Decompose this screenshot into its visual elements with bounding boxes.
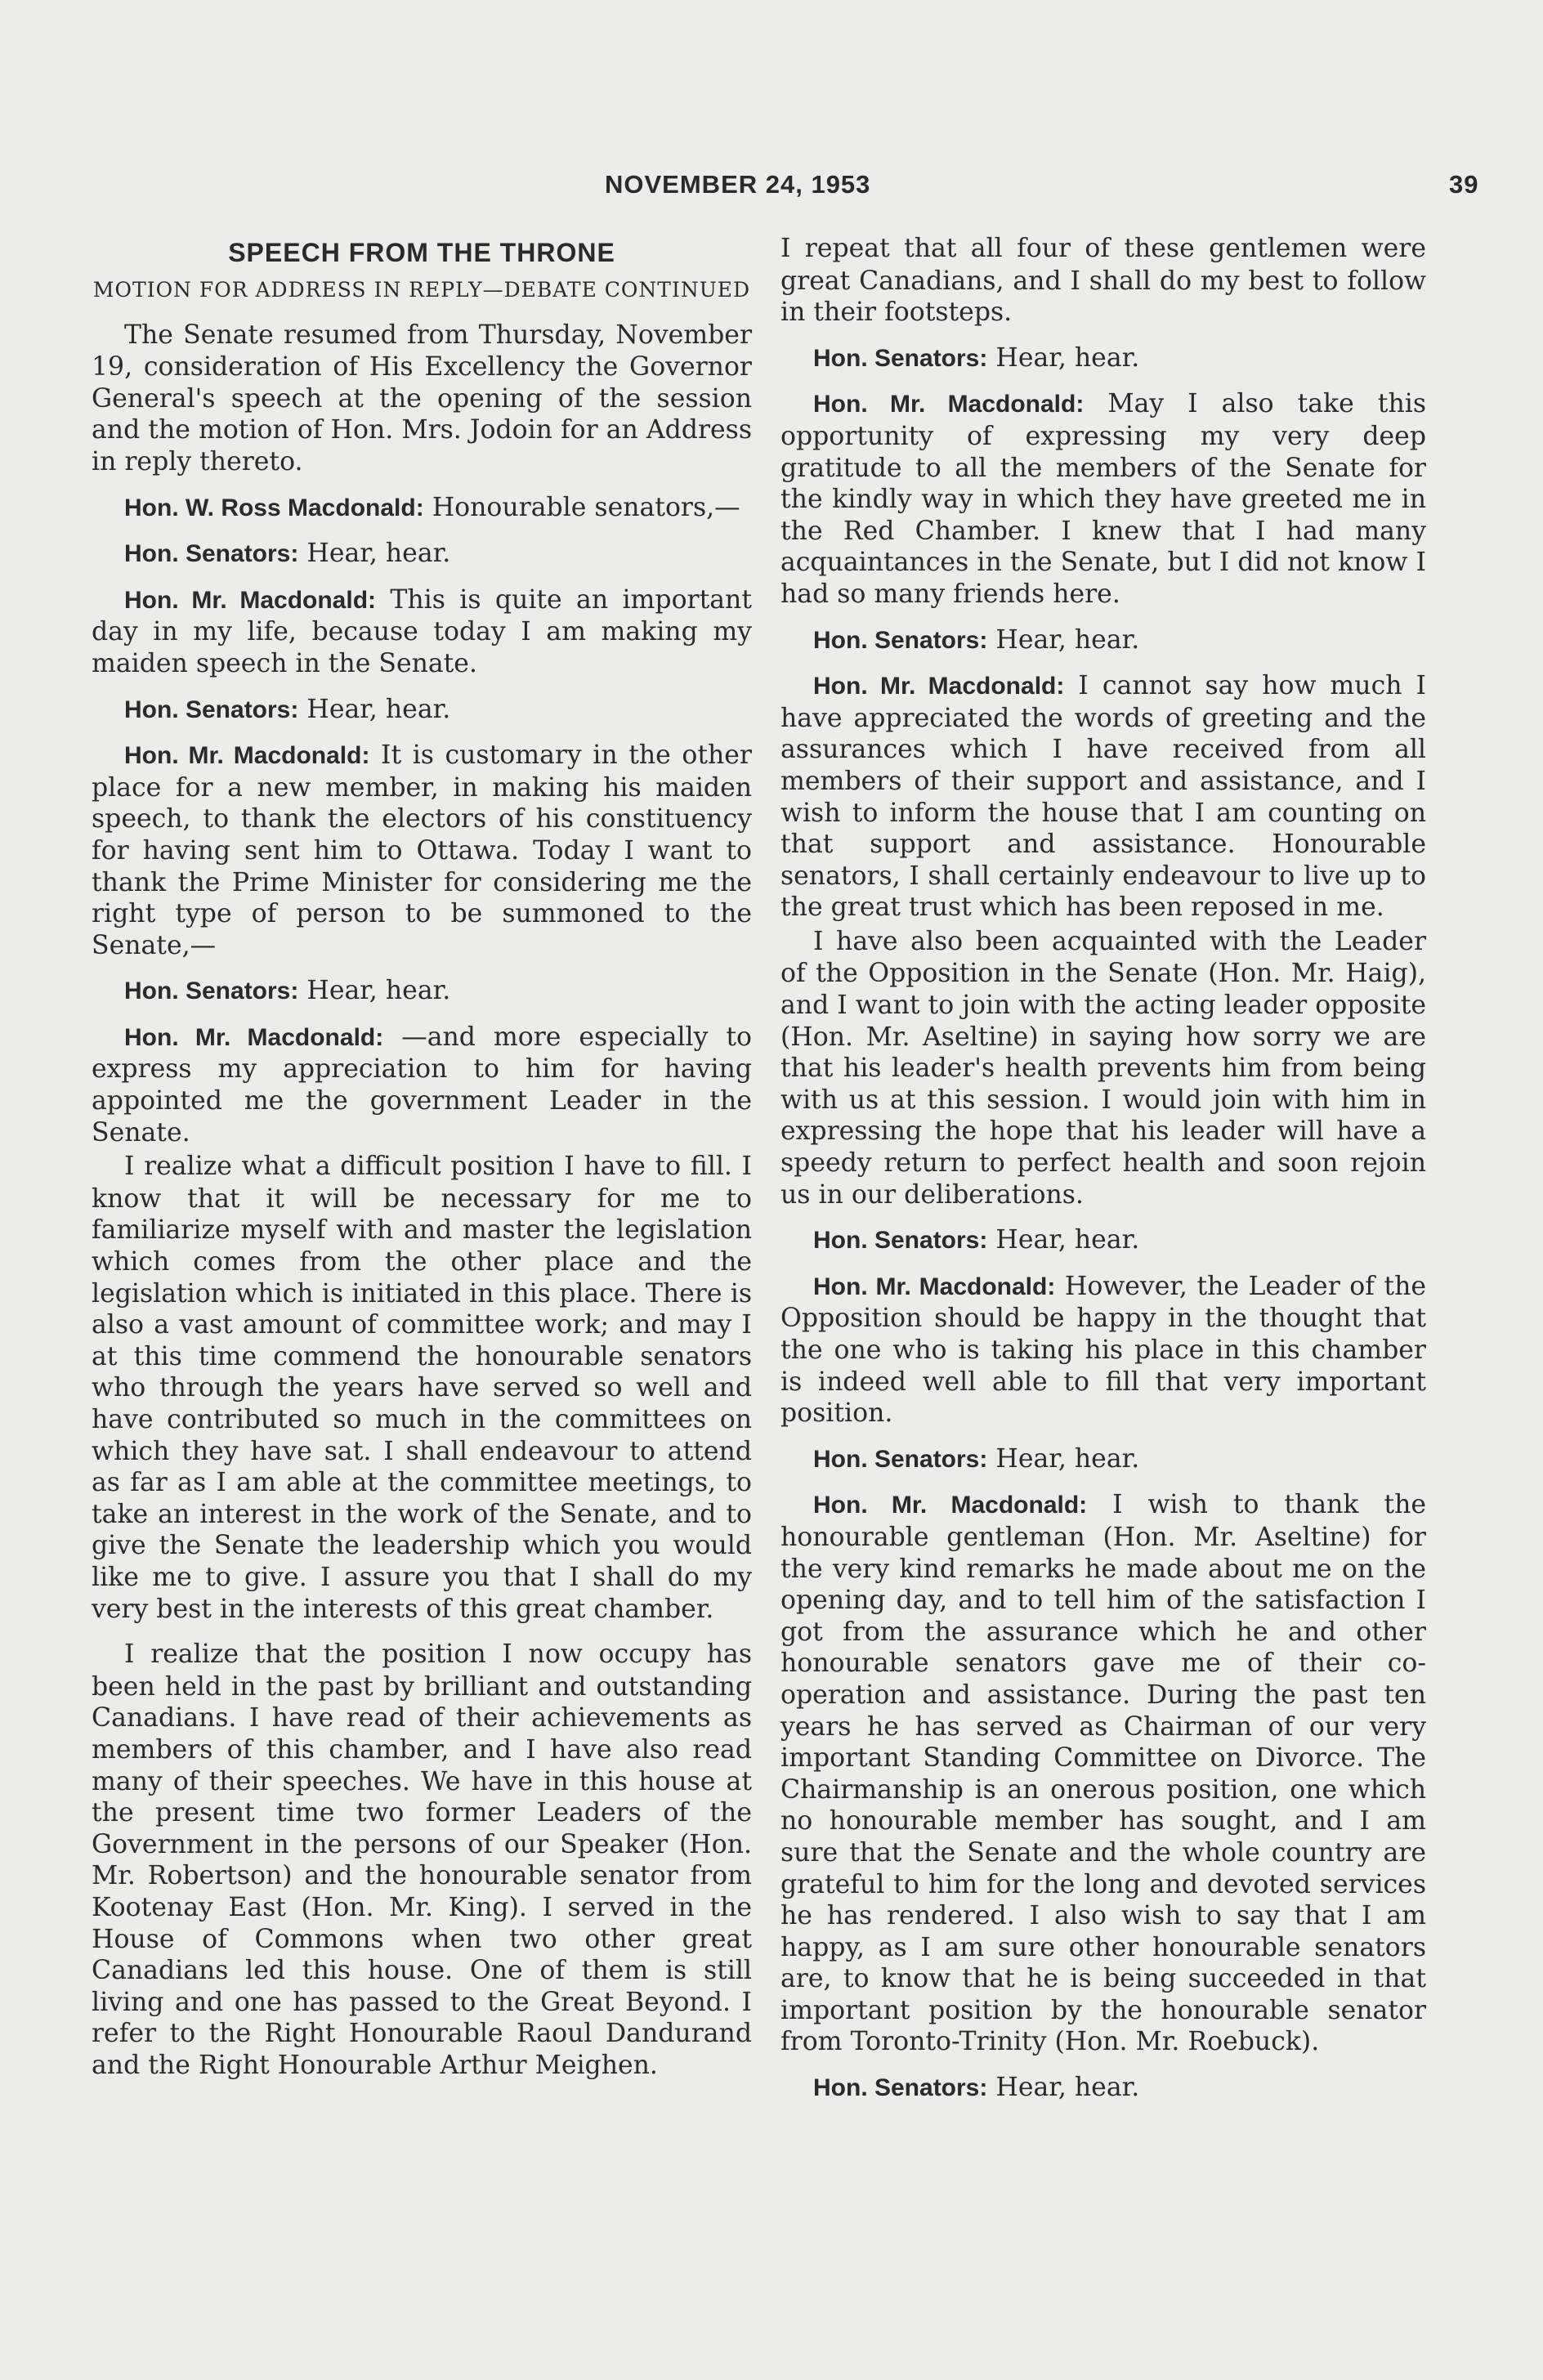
paragraph [92,1639,752,2081]
paragraph-speaker: Hon. Senators: [124,978,299,1005]
paragraph-speaker: Hon. Senators: [813,626,988,654]
paragraph-text: Hear, hear. [987,624,1140,655]
paragraph-text: I have also been acquainted with the Leader of the Opposition in the Senate (Hon. Mr. Haig), and I want to join with the acting leader opposite (Hon. Mr. Aseltine) in saying how sorry we are that his leader's health prevents him from being with us at this session. I would join with him in expressing the hope that his leader will have a speedy return to perfect health and soon rejoin us in our deliberations. [780,926,1426,1210]
paragraph-text: I repeat that all four of these gentlemen were great Canadians, and I shall do my best to follow in their footsteps. [780,234,1426,328]
paragraph-text: I realize that the position I now occupy has been held in the past by brilliant and outstanding Canadians. I have read of their achievements as members of this chamber, and I have also read many of their speeches. We have in this house at the present time two former Leaders of the Government in the persons of our Speaker (Hon. Mr. Robertson) and the honourable senator from Kootenay East (Hon. Mr. King). I served in the House of Commons when two other great Canadians led this house. One of them is still living and one has passed to the Great Beyond. I refer to the Right Honourable Raoul Dandurand and the Right Honourable Arthur Meighen. [92,1640,752,2080]
paragraph-speaker: Hon. Senators: [124,540,299,568]
paragraph-text: It is customary in the other place for a new member, in making his maiden speech, to thank the electors of his constituency for having sent him to Ottawa. Today I want to thank the Prime Minister for considering me the right type of person to be summoned to the Senate,— [92,740,752,960]
paragraph-text: I realize what a difficult position I have to fill. I know that it will be necessary for me to familiarize myself with and master the legislation which comes from the other place and the legislation which is initiated in this place. There is also a vast amount of committee work; and may I at this time commend the honourable senators who through the years have served so well and have contributed so much in the committees on which they have sat. I shall endeavour to attend as far as I am able at the committee meetings, to take an interest in the work of the Senate, and to give the Senate the leadership which you would like me to give. I assure you that I shall do my very best in the interests of this great chamber. [92,1152,752,1624]
paragraph [780,624,1426,657]
paragraph [92,1151,752,1625]
paragraph-text: Hear, hear. [298,539,451,569]
paragraph [780,1489,1426,2058]
paragraph [92,492,752,525]
paragraph [780,342,1426,375]
paragraph [92,740,752,961]
paragraph-text: However, the Leader of the Opposition should be happy in the thought that the one who is taking his place in this chamber is indeed well able to fill that very important position. [780,1271,1426,1429]
paragraph-speaker: Hon. Mr. Macdonald: [813,391,1085,418]
right-column [780,233,1426,2118]
left-column [92,233,752,2095]
paragraph-speaker: Hon. Mr. Macdonald: [813,1273,1056,1300]
paragraph-speaker: Hon. Senators: [813,1227,988,1255]
section-subtitle: MOTION FOR ADDRESS IN REPLY—DEBATE CONTINUED [92,277,751,302]
header-date: NOVEMBER 24, 1953 [605,170,871,199]
page-header [605,170,1479,199]
paragraph-speaker: Hon. Senators: [813,2074,988,2102]
paragraph-text: Hear, hear. [987,2073,1140,2103]
paragraph-text: The Senate resumed from Thursday, November 19, consideration of His Excellency the Governor General's speech at the opening of the session and the motion of Hon. Mrs. Jodoin for an Address in reply thereto. [92,320,752,476]
paragraph-speaker: Hon. Mr. Macdonald: [813,673,1065,700]
paragraph-text: Hear, hear. [298,976,451,1006]
paragraph-speaker: Hon. Senators: [813,344,988,372]
paragraph [92,694,752,727]
paragraph-text: I wish to thank the honourable gentleman (Hon. Mr. Aseltine) for the very kind remarks he made about me on the opening day, and to tell him of the satisfaction I got from the assurance which he and other honourable senators gave me of their co-operation and assistance. During the past ten years he has served as Chairman of our very important Standing Committee on Divorce. The Chairmanship is an onerous position, one which no honourable member has sought, and I am sure that the Senate and the whole country are grateful to him for the long and devoted services he has rendered. I also wish to say that I am happy, as I am sure other honourable senators are, to know that he is being succeeded in that important position by the honourable senator from Toronto-Trinity (Hon. Mr. Roebuck). [780,1490,1426,2057]
paragraph-text: I cannot say how much I have appreciated the words of greeting and the assurances which I have received from all members of their support and assistance, and I wish to inform the house that I am counting on that support and assistance. Honourable senators, I shall certainly endeavour to live up to the great trust which has been reposed in me. [780,671,1426,923]
paragraph [92,975,752,1008]
paragraph-text: Hear, hear. [298,694,451,724]
paragraph-speaker: Hon. Mr. Macdonald: [124,1023,384,1051]
page-number: 39 [1449,170,1479,199]
paragraph-speaker: Hon. Mr. Macdonald: [124,742,370,770]
paragraph-text: May I also take this opportunity of expressing my very deep gratitude to all the members of the Senate for the kindly way in which they have greeted me in the Red Chamber. I knew that I had many acquaintances in the Senate, but I did not know I had so many friends here. [780,389,1426,609]
paragraph [780,670,1426,924]
paragraph [780,233,1426,329]
paragraph-speaker: Hon. Mr. Macdonald: [124,586,377,614]
paragraph-text: This is quite an important day in my life, because today I am making my maiden speech in the Senate. [92,584,752,678]
paragraph [92,584,752,680]
paragraph-speaker: Hon. W. Ross Macdonald: [124,494,424,521]
paragraph [780,926,1426,1210]
paragraph [92,538,752,570]
paragraph-speaker: Hon. Senators: [813,1445,988,1473]
paragraph-text: Hear, hear. [987,1443,1140,1474]
paragraph [780,2072,1426,2105]
paragraph [780,1443,1426,1476]
paragraph [780,1271,1426,1429]
paragraph-speaker: Hon. Senators: [124,696,299,723]
paragraph [92,320,752,478]
paragraph-text: Hear, hear. [987,1225,1140,1255]
paragraph [92,1022,752,1148]
section-title: SPEECH FROM THE THRONE [228,238,615,267]
paragraph-speaker: Hon. Mr. Macdonald: [813,1492,1088,1519]
paragraph-text: Honourable senators,— [423,492,740,522]
paragraph [780,1224,1426,1257]
paragraph-text: Hear, hear. [987,342,1140,373]
paragraph-text: —and more especially to express my appreciation to him for having appointed me the government Leader in the Senate. [92,1022,752,1148]
paragraph [780,388,1426,610]
